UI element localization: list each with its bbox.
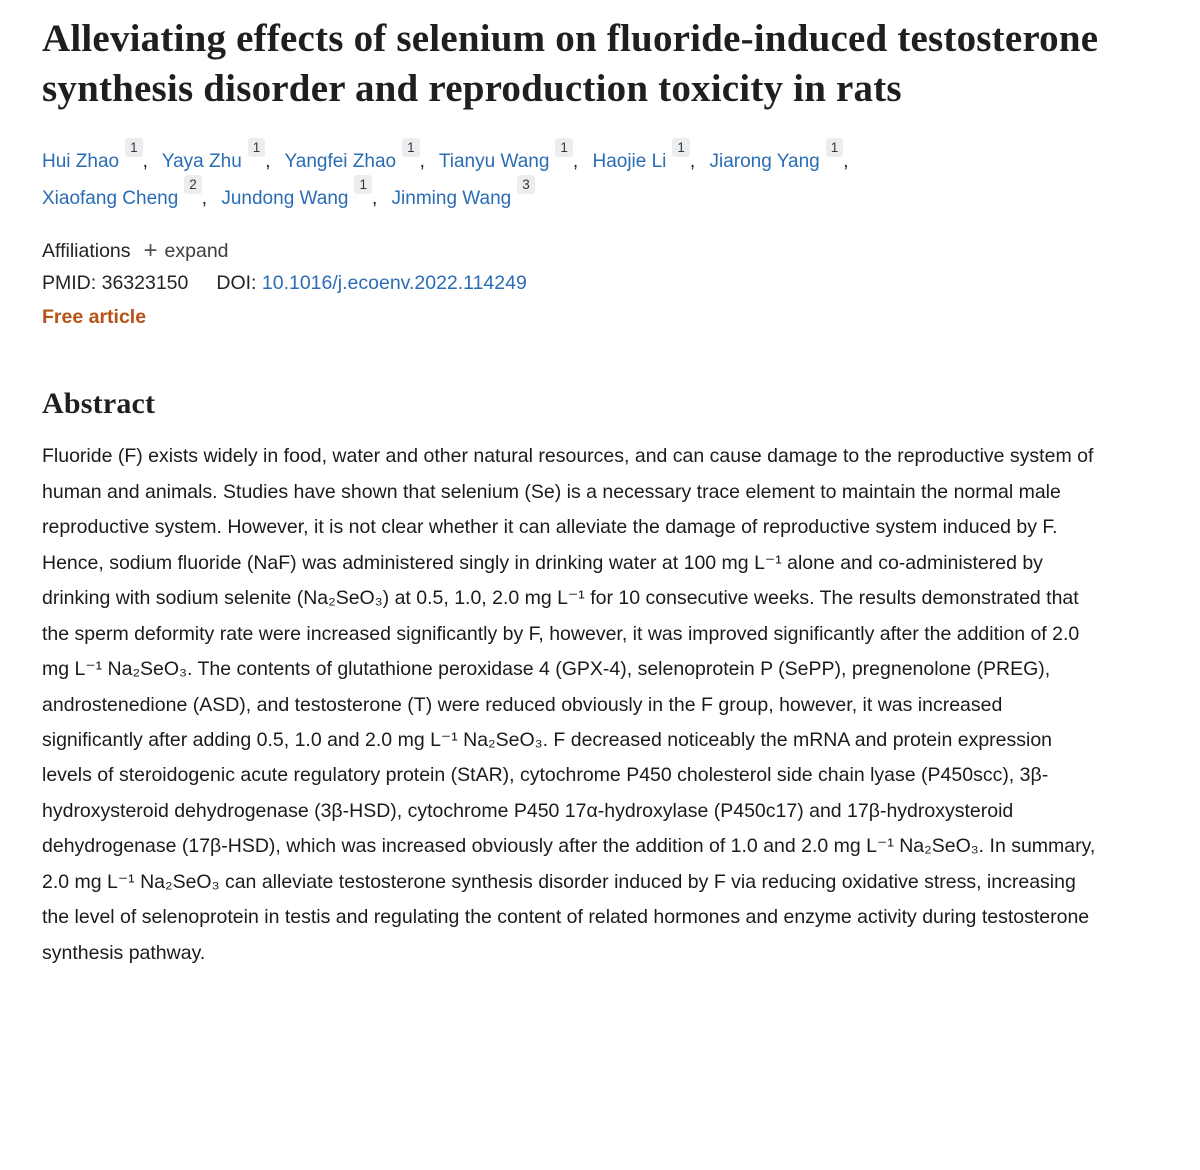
affiliation-badge: 1 (826, 138, 844, 158)
plus-icon: + (143, 237, 158, 265)
author-link[interactable]: Jundong Wang (221, 188, 349, 210)
pmid-label: PMID: (42, 272, 97, 295)
doi-label: DOI: (216, 272, 257, 295)
expand-affiliations-button[interactable] (144, 239, 229, 263)
doi-link[interactable]: 10.1016/j.ecoenv.2022.114249 (261, 272, 527, 295)
author-separator: , (689, 151, 696, 173)
pmid-group (42, 272, 188, 294)
affiliations-row (42, 239, 1160, 263)
affiliation-badge: 3 (517, 175, 535, 195)
author-link[interactable]: Tianyu Wang (438, 151, 550, 173)
author-separator: , (265, 151, 271, 173)
author-separator: , (142, 151, 148, 173)
author-link[interactable]: Hui Zhao (42, 151, 120, 173)
author-item (221, 176, 378, 210)
authors-list (42, 139, 1002, 217)
author-item (438, 139, 579, 173)
author-link[interactable]: Yaya Zhu (161, 151, 242, 173)
pmid-value: 36323150 (101, 272, 189, 295)
expand-label: expand (164, 239, 229, 262)
page-title: Alleviating effects of selenium on fluoride-induced testosterone synthesis disorder and reproduction toxicity in rats (42, 17, 1099, 110)
author-link[interactable]: Yangfei Zhao (284, 151, 397, 173)
affiliation-badge: 1 (248, 138, 266, 158)
affiliation-badge: 1 (125, 138, 143, 158)
author-link[interactable]: Xiaofang Cheng (42, 188, 179, 210)
author-item (161, 139, 271, 173)
author-item (709, 139, 849, 173)
author-link[interactable]: Jinming Wang (391, 188, 512, 210)
author-item (592, 139, 696, 173)
author-item (42, 176, 208, 210)
affiliation-badge: 1 (555, 138, 573, 158)
affiliations-label: Affiliations (42, 239, 131, 262)
author-separator: , (572, 151, 579, 173)
abstract-heading: Abstract (42, 387, 156, 421)
author-link[interactable]: Jiarong Yang (709, 151, 820, 173)
author-separator: , (371, 188, 378, 210)
abstract-text: Fluoride (F) exists widely in food, water and other natural resources, and can cause damage to the reproductive system of human and animals. Studies have shown that selenium (Se) is a necessary trace element to maintain the normal male reproductive system. However, it is not clear whether it can alleviate the damage of reproductive system induced by F. Hence, sodium fluoride (NaF) was administered singly in drinking water at 100 mg L⁻¹ alone and co-administered by drinking with sodium selenite (Na₂SeO₃) at 0.5, 1.0, 2.0 mg L⁻¹ for 10 consecutive weeks. The results demonstrated that the sperm deformity rate were increased significantly by F, however, it was improved significantly after the addition of 2.0 mg L⁻¹ Na₂SeO₃. The contents of glutathione peroxidase 4 (GPX-4), selenoprotein P (SePP), pregnenolone (PREG), androstenedione (ASD), and testosterone (T) were reduced obviously in the F group, however, it was increased significantly after adding 0.5, 1.0 and 2.0 mg L⁻¹ Na₂SeO₃. F decreased noticeably the mRNA and protein expression levels of steroidogenic acute regulatory protein (StAR), cytochrome P450 cholesterol side chain lyase (P450scc), 3β-hydroxysteroid dehydrogenase (3β-HSD), cytochrome P450 17α-hydroxylase (P450c17) and 17β-hydroxysteroid dehydrogenase (17β-HSD), which was increased obviously after the addition of 1.0 and 2.0 mg L⁻¹ Na₂SeO₃. In summary, 2.0 mg L⁻¹ Na₂SeO₃ can alleviate testosterone synthesis disorder induced by F via reducing oxidative stress, increasing the level of selenoprotein in testis and regulating the content of related hormones and enzyme activity during testosterone synthesis pathway. (42, 445, 1096, 964)
affiliation-badge: 1 (672, 138, 690, 158)
affiliation-badge: 1 (402, 138, 420, 158)
affiliation-badge: 1 (354, 175, 372, 195)
author-separator: , (419, 151, 425, 173)
author-separator: , (201, 188, 208, 210)
free-article-label: Free article (42, 306, 147, 329)
author-separator: , (843, 151, 849, 173)
author-link[interactable]: Haojie Li (592, 151, 667, 173)
affiliation-badge: 2 (184, 175, 202, 195)
doi-group (216, 272, 526, 294)
author-item (42, 139, 148, 173)
author-item (284, 139, 425, 173)
identifiers-row (42, 272, 1160, 295)
author-item (391, 176, 535, 210)
